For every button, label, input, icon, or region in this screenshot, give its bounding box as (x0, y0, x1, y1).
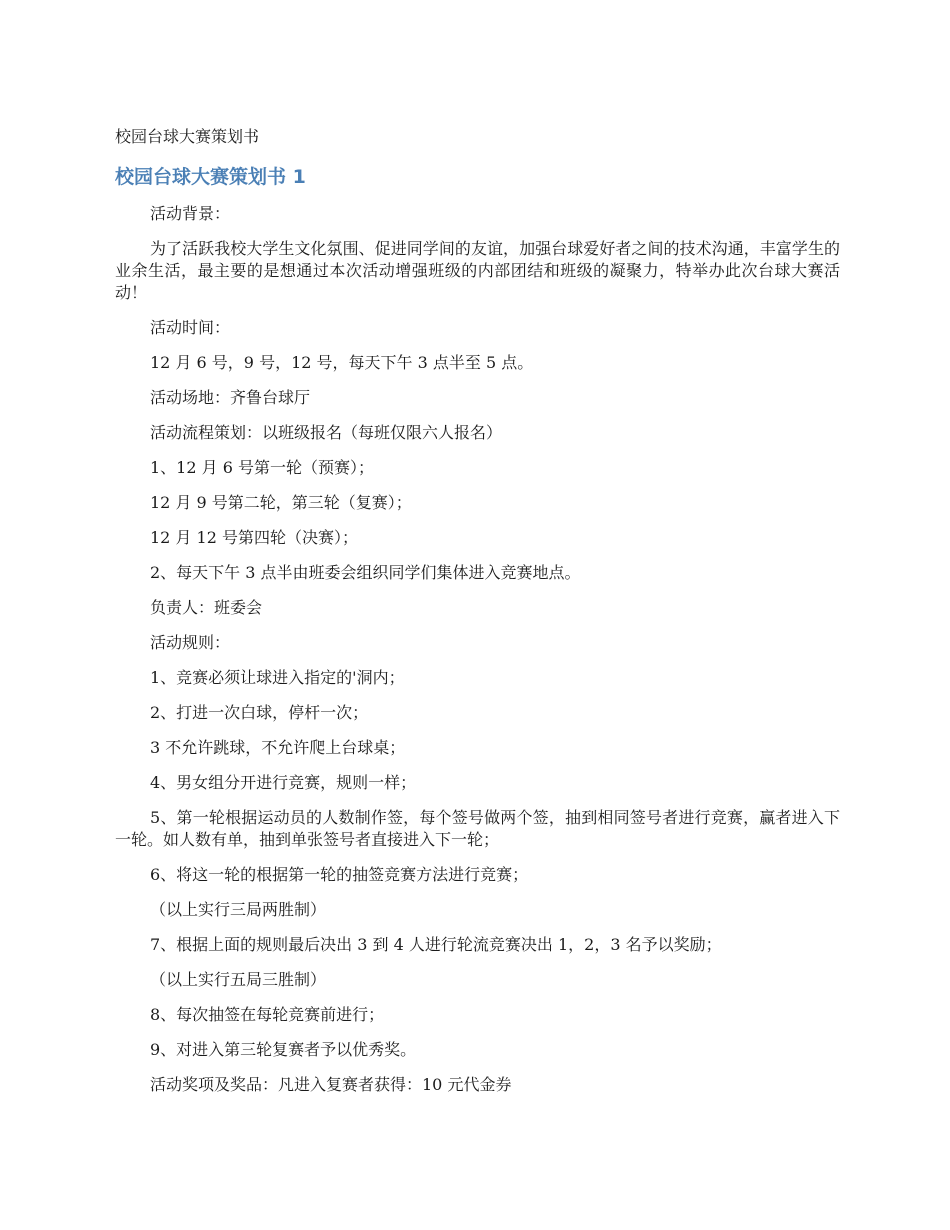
paragraph-round-2-3: 12 月 9 号第二轮，第三轮（复赛）； (150, 493, 412, 512)
paragraph-rule-8: 8、每次抽签在每轮竞赛前进行； (150, 1005, 385, 1024)
paragraph-rule-7: 7、根据上面的规则最后决出 3 到 4 人进行轮流竞赛决出 1，2，3 名予以奖励； (150, 935, 722, 954)
paragraph-round-1: 1、12 月 6 号第一轮（预赛）； (150, 458, 374, 477)
section-heading: 校园台球大赛策划书 1 (115, 166, 306, 188)
paragraph-rule-4: 4、男女组分开进行竞赛，规则一样； (150, 773, 417, 792)
paragraph-rule-6: 6、将这一轮的根据第一轮的抽签竞赛方法进行竞赛； (150, 865, 529, 884)
paragraph-awards: 活动奖项及奖品：凡进入复赛者获得：10 元代金券 (150, 1075, 512, 1094)
paragraph-venue: 活动场地：齐鲁台球厅 (150, 388, 311, 407)
paragraph-responsible: 负责人：班委会 (150, 598, 263, 617)
paragraph-background-text: 为了活跃我校大学生文化氛围、促进同学间的友谊，加强台球爱好者之间的技术沟通，丰富学生的业余生活，最主要的是想通过本次活动增强班级的内部团结和班级的凝聚力，特举办此次台球大赛活动！ (115, 239, 840, 302)
paragraph-rule-1: 1、竞赛必须让球进入指定的'洞内； (150, 668, 405, 687)
paragraph-rule-3: 3 不允许跳球，不允许爬上台球桌； (150, 738, 406, 757)
paragraph-note-best-of-three: （以上实行三局两胜制） (150, 900, 327, 919)
paragraph-time-label: 活动时间： (150, 318, 231, 337)
paragraph-process: 活动流程策划：以班级报名（每班仅限六人报名） (150, 423, 503, 442)
document-title: 校园台球大赛策划书 (115, 127, 260, 146)
document-body (115, 203, 840, 1109)
paragraph-note-best-of-five: （以上实行五局三胜制） (150, 970, 327, 989)
paragraph-round-4: 12 月 12 号第四轮（决赛）； (150, 528, 358, 547)
paragraph-time-text: 12 月 6 号，9 号，12 号，每天下午 3 点半至 5 点。 (150, 353, 534, 372)
paragraph-background-label: 活动背景： (150, 204, 231, 223)
paragraph-rules-label: 活动规则： (150, 633, 231, 652)
paragraph-rule-9: 9、对进入第三轮复赛者予以优秀奖。 (150, 1040, 417, 1059)
paragraph-rule-5: 5、第一轮根据运动员的人数制作签，每个签号做两个签，抽到相同签号者进行竞赛，赢者进入下一轮。如人数有单，抽到单张签号者直接进入下一轮； (115, 808, 840, 849)
paragraph-gathering: 2、每天下午 3 点半由班委会组织同学们集体进入竞赛地点。 (150, 563, 581, 582)
paragraph-rule-2: 2、打进一次白球，停杆一次； (150, 703, 369, 722)
